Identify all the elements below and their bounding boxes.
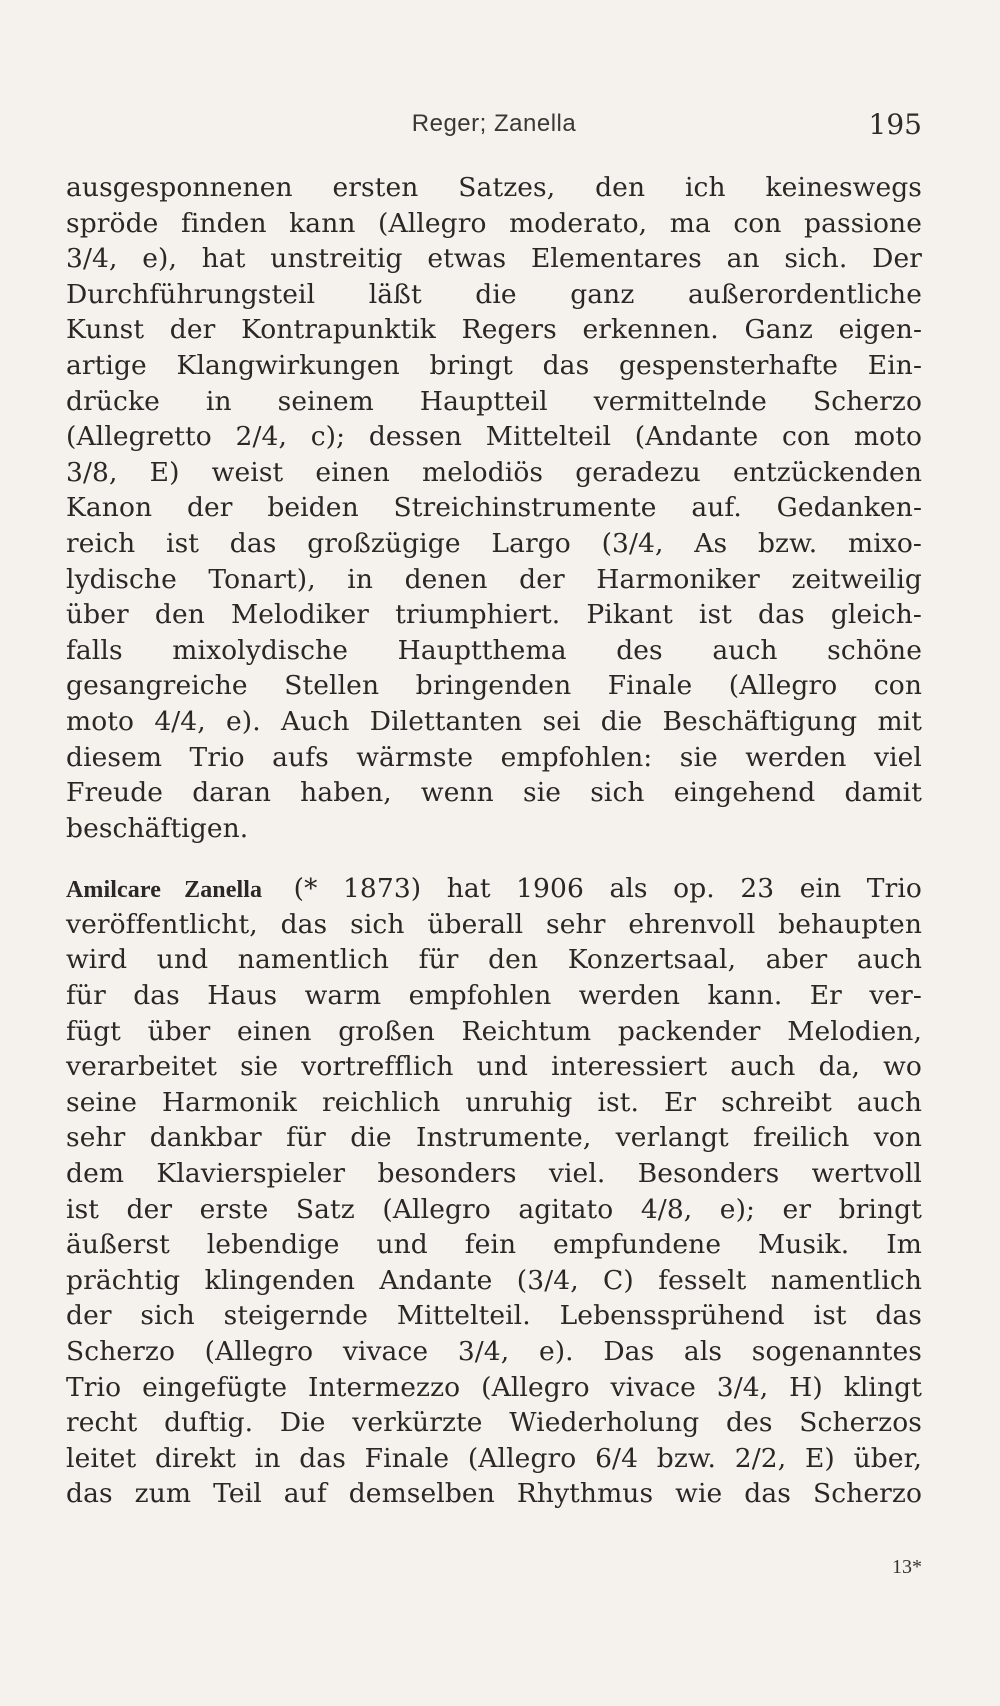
text-line: beschäftigen. xyxy=(66,812,249,844)
text-line: diesem Trio aufs wärmste empfohlen: sie werden viel xyxy=(66,741,922,773)
paragraph-zanella xyxy=(66,871,922,1512)
text-line: Freude daran haben, wenn sie sich eingehend damit xyxy=(66,777,922,809)
text-line-first xyxy=(66,871,922,907)
text-line: leitet direkt in das Finale (Allegro 6/4 bzw. 2/2, E) über, xyxy=(66,1442,922,1474)
text-line: fügt über einen großen Reichtum packender Melodien, xyxy=(66,1015,922,1047)
text-line: für das Haus warm empfohlen werden kann. Er ver- xyxy=(66,980,922,1012)
text-line: artige Klangwirkungen bringt das gespensterhafte Ein- xyxy=(66,349,922,381)
paragraph-gap xyxy=(66,846,922,871)
text-line: prächtig klingenden Andante (3/4, C) fesselt namentlich xyxy=(66,1264,922,1296)
text-line: ausgesponnenen ersten Satzes, den ich keineswegs xyxy=(66,172,922,203)
text-line: dem Klavierspieler besonders viel. Besonders wertvoll xyxy=(66,1158,922,1190)
text-line: seine Harmonik reichlich unruhig ist. Er schreibt auch xyxy=(66,1086,922,1118)
text-line: Kanon der beiden Streichinstrumente auf. Gedanken- xyxy=(66,492,922,524)
signature-mark: 13* xyxy=(892,1556,922,1578)
text-line: wird und namentlich für den Konzertsaal, aber auch xyxy=(66,944,922,976)
text-line: sehr dankbar für die Instrumente, verlangt freilich von xyxy=(66,1122,922,1154)
text-line: über den Melodiker triumphiert. Pikant ist das gleich- xyxy=(66,599,922,631)
text-line: lydische Tonart), in denen der Harmoniker zeitweilig xyxy=(66,563,922,595)
running-head xyxy=(66,108,922,148)
text-line: Trio eingefügte Intermezzo (Allegro vivace 3/4, H) klingt xyxy=(66,1371,922,1403)
text-line: spröde finden kann (Allegro moderato, ma con passione xyxy=(66,207,922,239)
paragraph-reger xyxy=(66,170,922,846)
running-title: Reger; Zanella xyxy=(411,110,577,137)
text-line: Scherzo (Allegro vivace 3/4, e). Das als sogenanntes xyxy=(66,1336,922,1367)
text-line: veröffentlicht, das sich überall sehr ehrenvoll behaupten xyxy=(66,908,922,940)
text-line: drücke in seinem Hauptteil vermittelnde Scherzo xyxy=(66,385,922,417)
text-line: das zum Teil auf demselben Rhythmus wie das Scherzo xyxy=(66,1478,922,1510)
text-line: der sich steigernde Mittelteil. Lebenssprühend ist das xyxy=(66,1300,922,1332)
text-line: 3/8, E) weist einen melodiös geradezu entzückenden xyxy=(66,456,922,488)
text-line: reich ist das großzügige Largo (3/4, As bzw. mixo- xyxy=(66,527,922,559)
body-text xyxy=(66,170,922,1512)
text-line: verarbeitet sie vortrefflich und interessiert auch da, wo xyxy=(66,1051,922,1083)
text-line: 3/4, e), hat unstreitig etwas Elementares an sich. Der xyxy=(66,243,922,275)
text-line: (Allegretto 2/4, c); dessen Mittelteil (Andante con moto xyxy=(66,421,922,453)
first-line-rest: (* 1873) hat 1906 als op. 23 ein Trio xyxy=(293,873,922,905)
text-line: gesangreiche Stellen bringenden Finale (Allegro con xyxy=(66,670,922,702)
composer-name: Amilcare Zanella xyxy=(66,877,263,904)
text-line: ist der erste Satz (Allegro agitato 4/8, e); er bringt xyxy=(66,1193,922,1225)
text-line: falls mixolydische Hauptthema des auch schöne xyxy=(66,634,922,666)
text-line: äußerst lebendige und fein empfundene Musik. Im xyxy=(66,1229,922,1261)
text-line: Kunst der Kontrapunktik Regers erkennen. Ganz eigen- xyxy=(66,314,922,346)
text-line: Durchführungsteil läßt die ganz außerordentliche xyxy=(66,278,922,310)
text-line: moto 4/4, e). Auch Dilettanten sei die Beschäftigung mit xyxy=(66,705,922,737)
text-line: recht duftig. Die verkürzte Wiederholung des Scherzos xyxy=(66,1407,922,1439)
page-number: 195 xyxy=(868,108,922,141)
